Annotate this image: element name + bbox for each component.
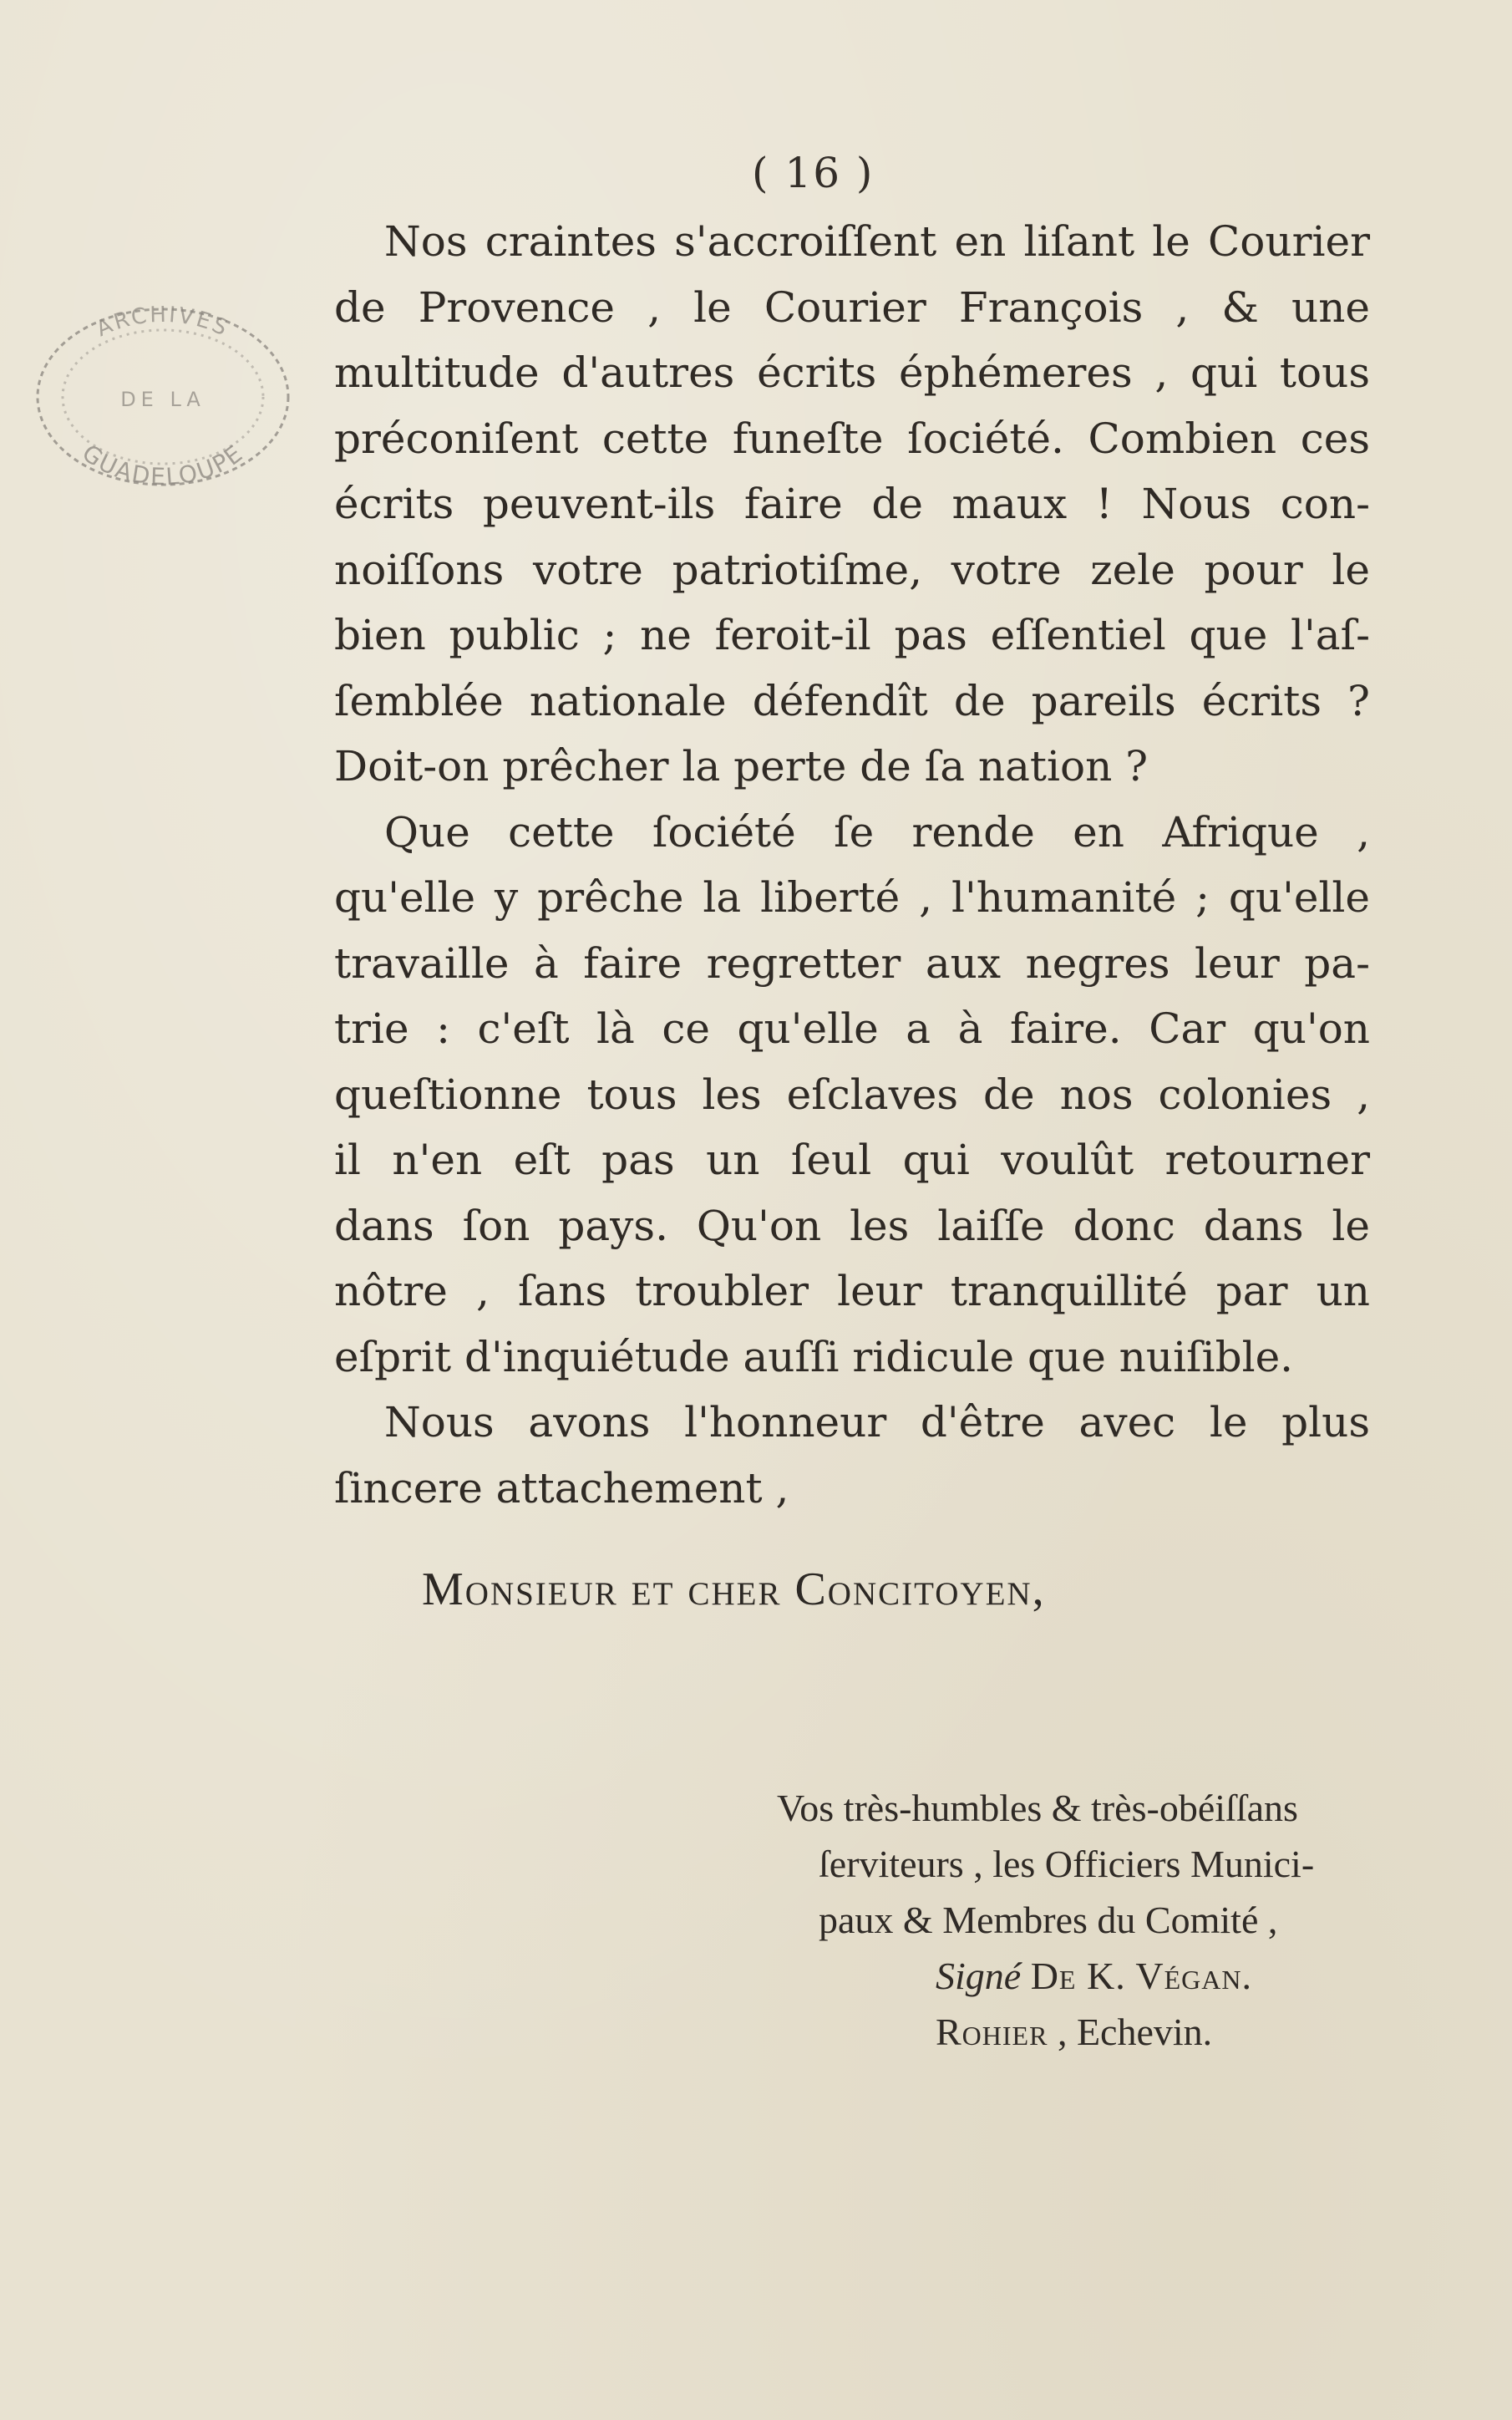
text-line: nôtre , ſans troubler leur tranquillité par un [334,1267,1370,1315]
archive-stamp-icon [25,292,301,501]
signed-word: Signé [936,1955,1022,1997]
text-line: dans ſon pays. Qu'on les laiſſe donc dans le [334,1201,1370,1250]
body-text [334,209,1370,1521]
text-line: bien public ; ne feroit-il pas eſſentiel que l'aſ- [334,611,1370,659]
signature-line: Vos très-humbles & très-obéiſſans [777,1787,1298,1829]
text-line: Nos craintes s'accroiſſent en liſant le Courier [384,217,1370,266]
text-line: queſtionne tous les eſclaves de nos colonies , [334,1070,1370,1119]
salutation: Monsieur et cher Concitoyen, [422,1563,1046,1615]
signatory-title: , Echevin. [1057,2011,1213,2053]
signatory-names: De K. Végan. [1030,1955,1252,1997]
text-line: travaille à faire regretter aux negres leur pa- [334,938,1370,988]
text-line: écrits peuvent-ils faire de maux ! Nous con- [334,480,1370,528]
signature-line: ſerviteurs , les Officiers Munici- [819,1843,1315,1885]
signature-signed-line [777,1948,1395,2004]
stamp-text-mid: DE LA [120,388,205,411]
signature-echevin-line [777,2004,1395,2060]
text-line: préconiſent cette funeſte ſociété. Combien ces [334,414,1370,463]
text-line: trie : c'eſt là ce qu'elle a à faire. Car qu'on [334,1004,1370,1053]
signatory-rohier: Rohier [936,2011,1048,2053]
svg-text:ARCHIVES [93,302,233,343]
text-line: ſincere attachement , [334,1463,789,1512]
text-line: de Provence , le Courier François , & une [334,282,1370,332]
text-line: Que cette ſociété ſe rende en Afrique , [384,807,1370,857]
text-line: noiſſons votre patriotiſme, votre zele pour le [334,545,1370,594]
text-line: multitude d'autres écrits éphémeres , qui tous [334,348,1370,397]
signature-line: paux & Membres du Comité , [819,1899,1278,1941]
text-line: ſemblée nationale défendît de pareils écrits ? [334,676,1370,725]
text-line: il n'en eſt pas un ſeul qui voulût retourner [334,1136,1370,1184]
page-number: ( 16 ) [752,149,875,197]
paragraph-2 [334,800,1370,1390]
paragraph-3 [334,1390,1370,1521]
stamp-text-top: ARCHIVES [92,302,234,343]
svg-text:GUADELOUPE [77,439,248,491]
stamp-text-bottom: GUADELOUPE [77,439,249,491]
text-line: qu'elle y prêche la liberté , l'humanité ; qu'elle [334,873,1370,922]
signature-block [777,1780,1395,2060]
paragraph-1 [334,209,1370,800]
text-line: eſprit d'inquiétude auſſi ridicule que nuiſible. [334,1332,1294,1381]
text-line: Doit-on prêcher la perte de ſa nation ? [334,742,1149,791]
text-line: Nous avons l'honneur d'être avec le plus [384,1398,1370,1446]
